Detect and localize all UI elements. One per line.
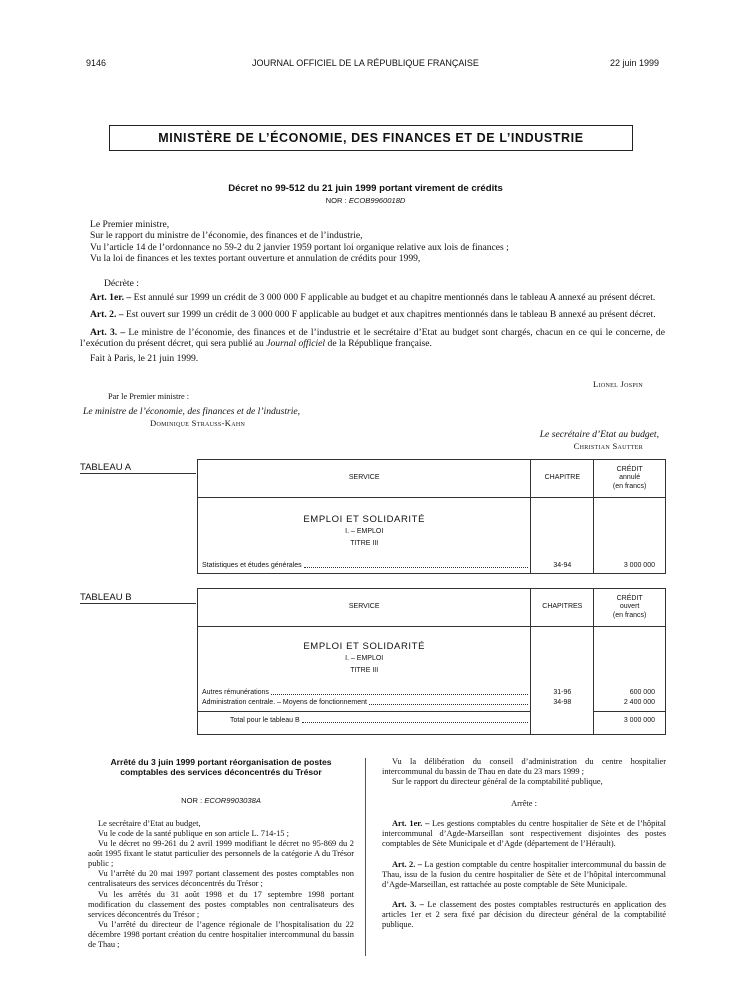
par-le-premier-ministre: Par le Premier ministre : [108,392,190,401]
article-text: de la République française. [327,337,432,349]
article-3 [80,327,665,350]
intro-line: Sur le rapport du ministre de l’économie, des finances et de l’industrie, [90,230,363,242]
arrete-article-2 [382,860,666,890]
chapitre-cell [531,627,594,735]
col-credit: CRÉDIT ouvert (en francs) [594,589,666,627]
tableau-b-label: TABLEAU B [80,592,196,604]
article-label: Art. 2. – [392,859,422,869]
article-1 [80,292,665,303]
nor-code: ECOB9960018D [348,196,406,205]
article-text: Est annulé sur 1999 un crédit de 3 000 000 F applicable au budget et au chapitre mentionnés dans le tableau A annexé au présent décret. [133,292,656,303]
article-text: Les gestions comptables du centre hospitalier de Sète et de l’hôpital intercommunal d’Agde-Marseillan sont respectivement disjointes des postes comptables de Sète Municipale et d’Agde (département de l’Hérault). [382,819,666,849]
ministry-heading-text: MINISTÈRE DE L’ÉCONOMIE, DES FINANCES ET DE L’INDUSTRIE [158,130,584,145]
row-credit: 600 000 [629,689,655,696]
minister-title: Le ministre de l’économie, des finances et de l’industrie, [83,406,301,417]
row-credit: 2 400 000 [623,699,655,706]
intro-line: Vu l’article 14 de l’ordonnance no 59-2 du 2 janvier 1959 portant loi organique relative aux lois de finances ; [90,241,509,253]
visa: Vu l’arrêté du directeur de l’agence régionale de l’hospitalisation du 22 décembre 1998 portant création du centre hospitalier intercommunal du bassin de Thau ; [88,919,354,949]
service-cell [198,498,531,574]
visa: Sur le rapport du directeur général de la comptabilité publique, [392,777,603,787]
signer-premier-ministre: Lionel Jospin [593,379,643,389]
service-cell [198,627,531,735]
titre-label: TITRE III [350,667,379,675]
col-credit: CRÉDIT annulé (en francs) [594,460,666,498]
arrete-right-column [382,757,666,930]
journal-title: JOURNAL OFFICIEL DE LA RÉPUBLIQUE FRANÇAISE [252,58,479,68]
table-row [202,699,530,707]
nor-code: ECOR9903038A [204,796,261,805]
journal-officiel: Journal officiel [266,337,326,349]
section-title: EMPLOI ET SOLIDARITÉ [303,514,426,525]
total-row [230,717,530,725]
tableau-b [197,588,666,735]
total-label: Total pour le tableau B [230,717,300,724]
col-chapitres: CHAPITRES [531,589,594,627]
arrete-word: Arrête : [511,799,537,809]
arrete-title: Arrêté du 3 juin 1999 portant réorganisation de postes comptables des services déconcentrés du Trésor [110,757,332,778]
table-row [202,562,530,570]
visa: Vu le décret no 99-261 du 2 avril 1999 modifiant le décret no 95-869 du 2 août 1995 fixant le statut particulier des personnels de la catégorie A du Trésor public ; [88,839,354,869]
column-divider [365,758,366,956]
tableau-a [197,459,666,574]
article-label: Art. 2. – [90,309,124,321]
secretary-name: Christian Sautter [573,441,643,451]
article-label: Art. 1er. – [392,819,430,829]
fait-a-paris: Fait à Paris, le 21 juin 1999. [90,353,199,365]
tableau-a-label: TABLEAU A [80,462,196,474]
decrete-word: Décrète : [104,278,139,289]
article-text: Le ministre de l’économie, des finances et de l’industrie et le secrétaire d’Etat au budget sont chargés, chacun en ce qui le concerne, de l’exécution du présent décret, qui sera publié au [80,326,665,349]
page-number: 9146 [86,58,107,68]
chapitre-cell [531,498,594,574]
visa: Vu la délibération du conseil d’administration du centre hospitalier intercommunal du bassin de Thau en date du 23 mars 1999 ; [382,757,666,777]
nor-label: NOR : [325,196,347,205]
decret-title: Décret no 99-512 du 21 juin 1999 portant virement de crédits [228,183,503,194]
article-text: Le classement des postes comptables restructurés en application des articles 1er et 2 sera fixé par décision du directeur général de la comptabilité publique. [382,899,667,929]
decret-nor [0,197,731,206]
col-service: SERVICE [198,589,531,627]
credit-cell [594,498,666,574]
article-text: Est ouvert sur 1999 un crédit de 3 000 000 F applicable au budget et aux chapitres mentionnés dans le tableau B annexé au présent décret. [125,309,656,321]
col-chapitre: CHAPITRE [531,460,594,498]
article-label: Art. 3. – [90,326,126,338]
row-chapitre: 34-94 [553,561,572,569]
row-credit: 3 000 000 [623,561,655,569]
titre-label: TITRE III [350,540,379,548]
section-title: EMPLOI ET SOLIDARITÉ [303,641,426,652]
article-label: Art. 3. – [392,899,424,909]
row-label: Statistiques et études générales [202,561,302,569]
arrete-article-1 [382,819,666,849]
ministry-heading [109,125,633,151]
row-label: Autres rémunérations [202,689,269,696]
visa: Vu le code de la santé publique en son article L. 714-15 ; [98,829,289,839]
subsection-title: I. – EMPLOI [345,655,384,663]
credit-cell [594,627,666,735]
row-label: Administration centrale. – Moyens de fonctionnement [202,699,367,706]
visa: Le secrétaire d’Etat au budget, [98,819,201,828]
article-label: Art. 1er. – [90,292,132,303]
intro-line: Vu la loi de finances et les textes portant ouverture et annulation de crédits pour 1999, [90,252,421,264]
issue-date: 22 juin 1999 [609,58,659,68]
decret-articles [80,292,665,365]
nor-label: NOR : [181,796,203,805]
arrete-left-column [88,819,354,950]
minister-name: Dominique Strauss-Kahn [150,418,246,428]
decret-intro [80,219,665,264]
row-chapitre: 31-96 [553,689,572,696]
visa: Vu l’arrêté du 20 mai 1997 portant classement des postes comptables non centralisateurs des services déconcentrés du Trésor ; [88,869,354,889]
article-text: La gestion comptable du centre hospitalier intercommunal du bassin de Thau, issu de la fusion du centre hospitalier de Sète et de l’hôpital intercommunal d’Agde-Marseillan, est rattachée au poste comptable de Sète Municipale. [382,859,666,889]
row-chapitre: 34-98 [553,699,572,706]
table-row [202,689,530,697]
intro-line: Le Premier ministre, [90,219,170,230]
total-credit: 3 000 000 [623,717,655,724]
article-2 [80,309,665,320]
secretary-title: Le secrétaire d’Etat au budget, [539,429,659,440]
subsection-title: I. – EMPLOI [345,528,384,536]
arrete-nor [88,797,354,806]
arrete-article-3 [382,900,666,930]
col-service: SERVICE [198,460,531,498]
visa: Vu les arrêtés du 31 août 1998 et du 17 septembre 1998 portant modification du classement des postes comptables non centralisateurs des services déconcentrés du Trésor ; [88,889,354,919]
